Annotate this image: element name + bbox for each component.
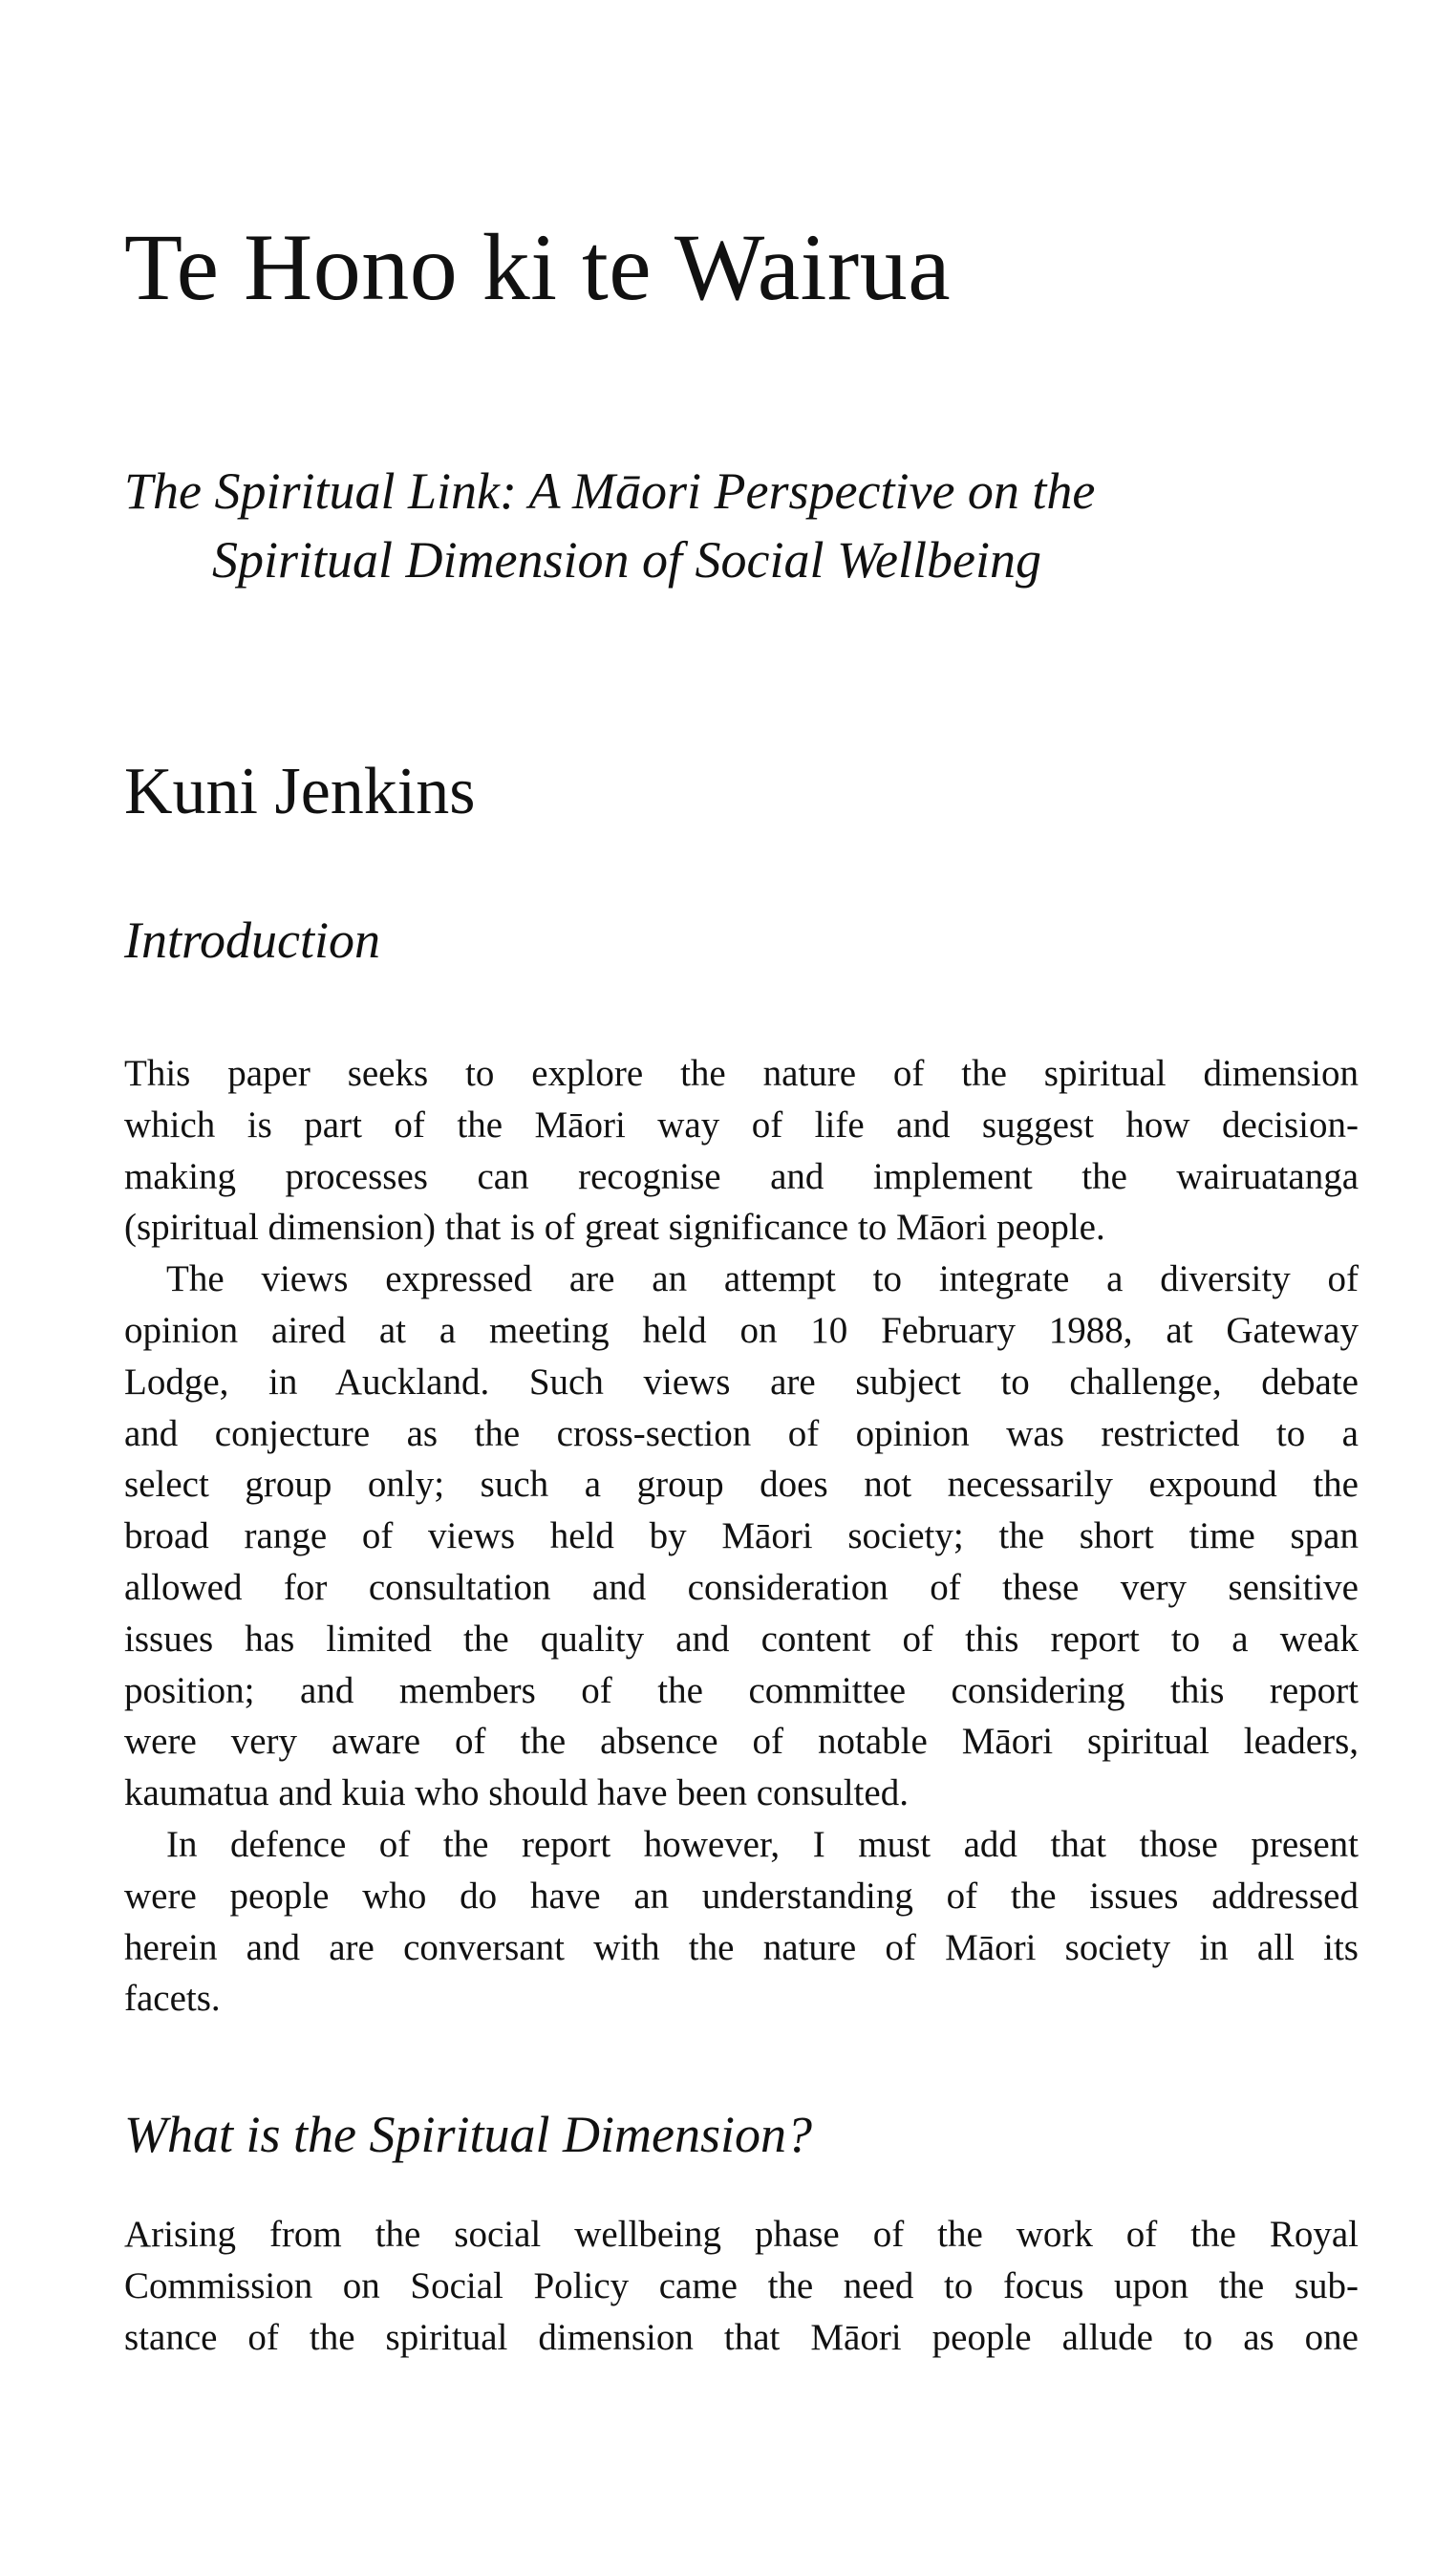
body-line: Lodge, in Auckland. Such views are subject to challenge, debate: [124, 1361, 1359, 1403]
body-line: were people who do have an understanding of the issues addressed: [124, 1875, 1359, 1917]
body-line: opinion aired at a meeting held on 10 February 1988, at Gateway: [124, 1309, 1359, 1351]
body-line: This paper seeks to explore the nature of the spiritual dimension: [124, 1053, 1359, 1094]
body-line: kaumatua and kuia who should have been consulted.: [124, 1772, 909, 1814]
body-line: herein and are conversant with the nature of Māori society in all its: [124, 1926, 1359, 1968]
body-line: issues has limited the quality and content of this report to a weak: [124, 1618, 1359, 1660]
body-line: facets.: [124, 1978, 221, 2020]
body-line: (spiritual dimension) that is of great significance to Māori people.: [124, 1207, 1105, 1249]
body-line: broad range of views held by Māori society; the short time span: [124, 1515, 1359, 1557]
subtitle-line-1: The Spiritual Link: A Māori Perspective on the: [124, 462, 1096, 520]
body-line: stance of the spiritual dimension that Māori people allude to as one: [124, 2316, 1359, 2358]
introduction-body: [124, 1048, 1359, 2025]
body-line: were very aware of the absence of notable Māori spiritual leaders,: [124, 1721, 1359, 1763]
body-line: allowed for consultation and consideration of these very sensitive: [124, 1566, 1359, 1608]
body-line: position; and members of the committee considering this report: [124, 1669, 1359, 1711]
body-line: In defence of the report however, I must add that those present: [166, 1823, 1359, 1865]
author-name: Kuni Jenkins: [124, 755, 476, 828]
body-line: which is part of the Māori way of life and suggest how decision-: [124, 1104, 1359, 1146]
spiritual-dimension-body: [124, 2209, 1359, 2363]
body-line: select group only; such a group does not necessarily expound the: [124, 1464, 1359, 1506]
section-heading-spiritual-dimension: What is the Spiritual Dimension?: [124, 2106, 812, 2163]
body-line: Commission on Social Policy came the need to focus upon the sub-: [124, 2264, 1359, 2306]
body-line: making processes can recognise and implement the wairuatanga: [124, 1155, 1359, 1197]
article-title: Te Hono ki te Wairua: [124, 214, 952, 320]
body-line: and conjecture as the cross-section of opinion was restricted to a: [124, 1412, 1359, 1454]
article-subtitle: [124, 457, 1366, 594]
body-line: The views expressed are an attempt to integrate a diversity of: [166, 1258, 1359, 1300]
body-line: Arising from the social wellbeing phase of the work of the Royal: [124, 2214, 1359, 2255]
subtitle-line-2: Spiritual Dimension of Social Wellbeing: [212, 531, 1041, 589]
section-heading-introduction: Introduction: [124, 911, 380, 969]
